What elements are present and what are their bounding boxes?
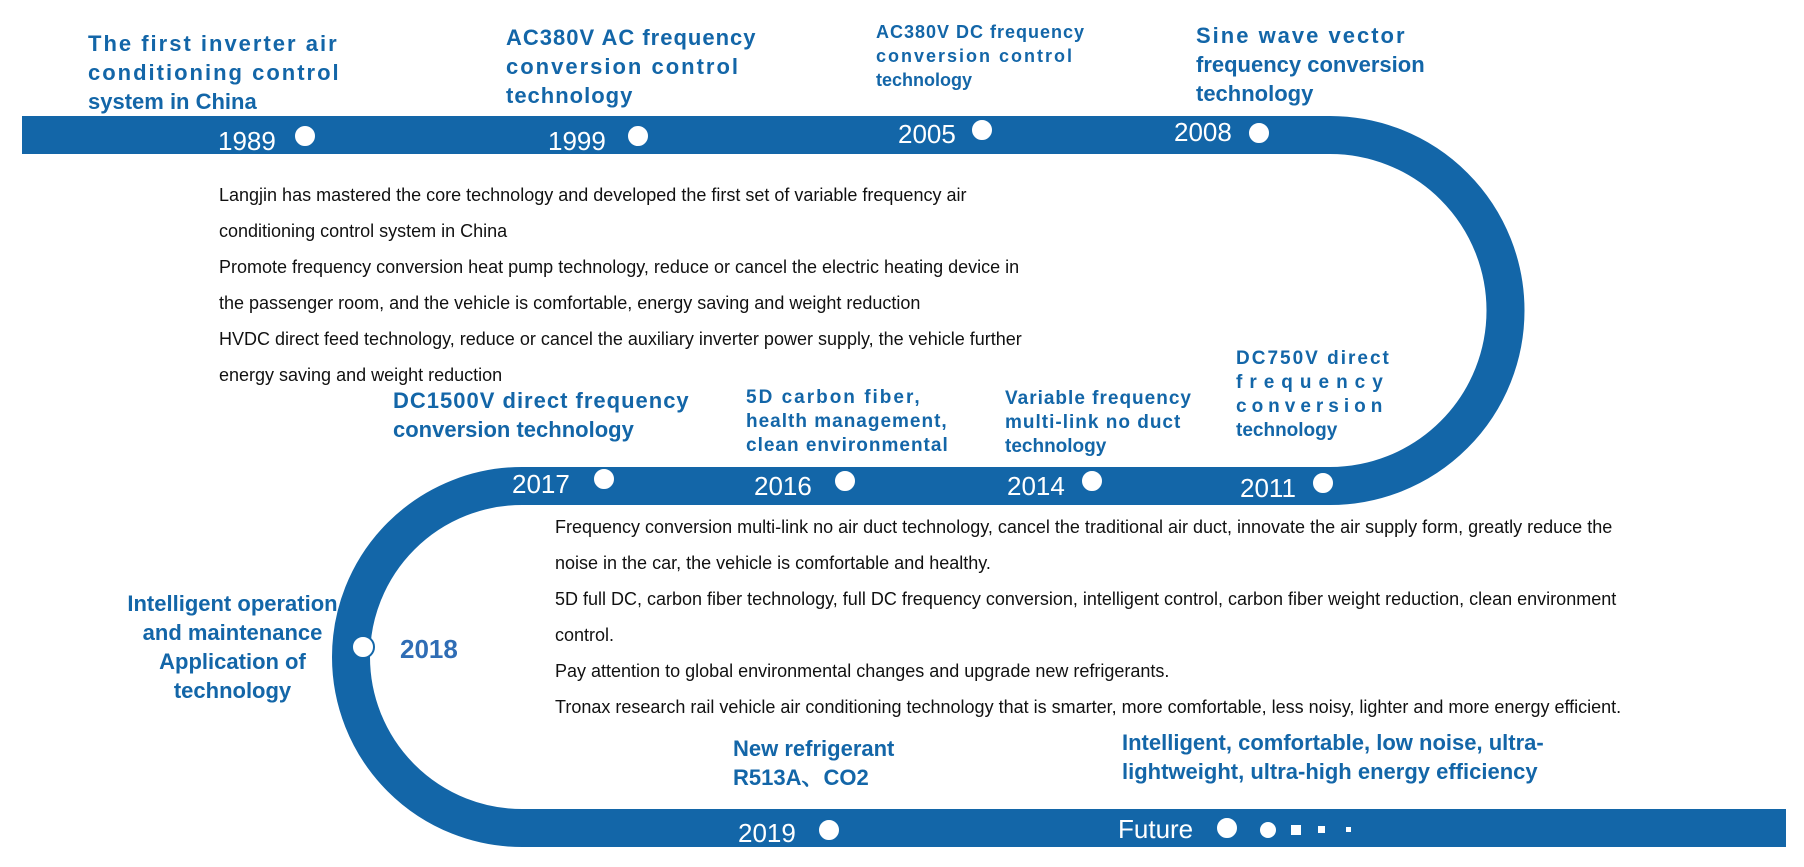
- description-line: Langjin has mastered the core technology and developed the first set of variable frequency air: [219, 185, 967, 205]
- milestone-2019-title: [733, 734, 894, 792]
- title-line: New refrigerant: [733, 736, 895, 761]
- description-line: 5D full DC, carbon fiber technology, full DC frequency conversion, intelligent control, carbon fiber weight reduction, clean environment: [555, 589, 1617, 609]
- title-line: clean environmental: [746, 435, 949, 456]
- year-label-2014: 2014: [1007, 471, 1065, 501]
- description-line: noise in the car, the vehicle is comfortable and healthy.: [555, 553, 991, 573]
- year-label-2017: 2017: [512, 469, 570, 499]
- milestone-future-title: [1122, 728, 1544, 786]
- milestone-2011-title: [1236, 347, 1391, 443]
- milestone-2016-dot: [833, 469, 857, 493]
- milestone-1999-title: [506, 23, 756, 110]
- milestone-2008-title: [1196, 21, 1425, 108]
- title-line: conditioning control: [88, 60, 341, 85]
- title-line: DC750V direct: [1236, 348, 1391, 369]
- description-line: Promote frequency conversion heat pump technology, reduce or cancel the electric heating device in: [219, 257, 1020, 277]
- milestone-2017-title: [393, 386, 690, 444]
- year-label-1989: 1989: [218, 126, 276, 156]
- title-line: 5D carbon fiber,: [746, 387, 922, 408]
- ellipsis-dot-4: [1346, 827, 1351, 832]
- milestone-2019-dot: [817, 818, 841, 842]
- description-line: Frequency conversion multi-link no air duct technology, cancel the traditional air duct, innovate the air supply form, greatly reduce the: [555, 517, 1613, 537]
- title-line: Application of: [159, 649, 306, 674]
- title-line: technology: [876, 70, 973, 90]
- title-line: Intelligent operation: [127, 591, 338, 616]
- year-label-2005: 2005: [898, 119, 956, 149]
- title-line: Sine wave vector: [1196, 23, 1407, 48]
- title-line: system in China: [88, 89, 257, 114]
- ellipsis-dot-2: [1291, 825, 1301, 835]
- lower-description: [555, 509, 1621, 725]
- title-line: AC380V AC frequency: [506, 25, 757, 50]
- milestone-2014-dot: [1080, 469, 1104, 493]
- year-label-future: Future: [1118, 814, 1194, 844]
- milestone-2011-dot: [1311, 471, 1335, 495]
- milestone-1999-dot: [626, 124, 650, 148]
- title-line: conversion control: [876, 46, 1075, 66]
- title-line: The first inverter air: [88, 31, 339, 56]
- title-line: multi-link no duct: [1005, 412, 1182, 433]
- title-line: technology: [1005, 436, 1107, 457]
- year-label-1999: 1999: [548, 126, 606, 156]
- title-line: technology: [1236, 420, 1338, 441]
- title-line: technology: [1196, 81, 1314, 106]
- year-label-2008: 2008: [1174, 117, 1232, 147]
- milestone-2005-title: [876, 20, 1085, 92]
- title-line: DC1500V direct frequency: [393, 388, 690, 413]
- title-line: health management,: [746, 411, 948, 432]
- title-line: lightweight, ultra-high energy efficiency: [1122, 759, 1538, 784]
- description-line: energy saving and weight reduction: [219, 365, 503, 385]
- description-line: conditioning control system in China: [219, 221, 508, 241]
- title-line: R513A、CO2: [733, 765, 869, 790]
- milestone-2005-dot: [970, 118, 994, 142]
- milestone-1989-dot: [293, 124, 317, 148]
- milestone-2018-dot: [351, 635, 375, 659]
- milestone-2017-dot: [592, 467, 616, 491]
- milestone-1989-title: [88, 29, 341, 116]
- milestone-2008-dot: [1247, 121, 1271, 145]
- title-line: conversion technology: [393, 417, 634, 442]
- milestone-2016-title: [746, 386, 949, 458]
- title-line: conversion: [1236, 396, 1388, 417]
- year-label-2016: 2016: [754, 471, 812, 501]
- title-line: frequency: [1236, 372, 1390, 393]
- title-line: Variable frequency: [1005, 388, 1192, 409]
- title-line: Intelligent, comfortable, low noise, ultra-: [1122, 730, 1544, 755]
- year-label-2019: 2019: [738, 818, 796, 848]
- title-line: technology: [173, 678, 292, 703]
- description-line: Tronax research rail vehicle air conditioning technology that is smarter, more comfortable, less noisy, lighter and more energy efficient.: [555, 697, 1622, 717]
- ellipsis-dot-1: [1260, 822, 1276, 838]
- description-line: HVDC direct feed technology, reduce or cancel the auxiliary inverter power supply, the vehicle further: [219, 329, 1022, 349]
- description-line: Pay attention to global environmental changes and upgrade new refrigerants.: [555, 661, 1170, 681]
- upper-description: [219, 177, 1022, 393]
- ellipsis-dot-3: [1318, 826, 1325, 833]
- milestone-future-dot: [1215, 816, 1239, 840]
- description-line: control.: [555, 625, 615, 645]
- milestone-2018-title: [100, 589, 365, 705]
- year-label-2018: 2018: [400, 634, 458, 664]
- title-line: and maintenance: [142, 620, 323, 645]
- year-label-2011: 2011: [1240, 473, 1296, 503]
- title-line: AC380V DC frequency: [876, 22, 1086, 42]
- title-line: conversion control: [506, 54, 741, 79]
- description-line: the passenger room, and the vehicle is comfortable, energy saving and weight reduction: [219, 293, 921, 313]
- milestone-2014-title: [1005, 387, 1192, 459]
- title-line: frequency conversion: [1196, 52, 1425, 77]
- title-line: technology: [506, 83, 634, 108]
